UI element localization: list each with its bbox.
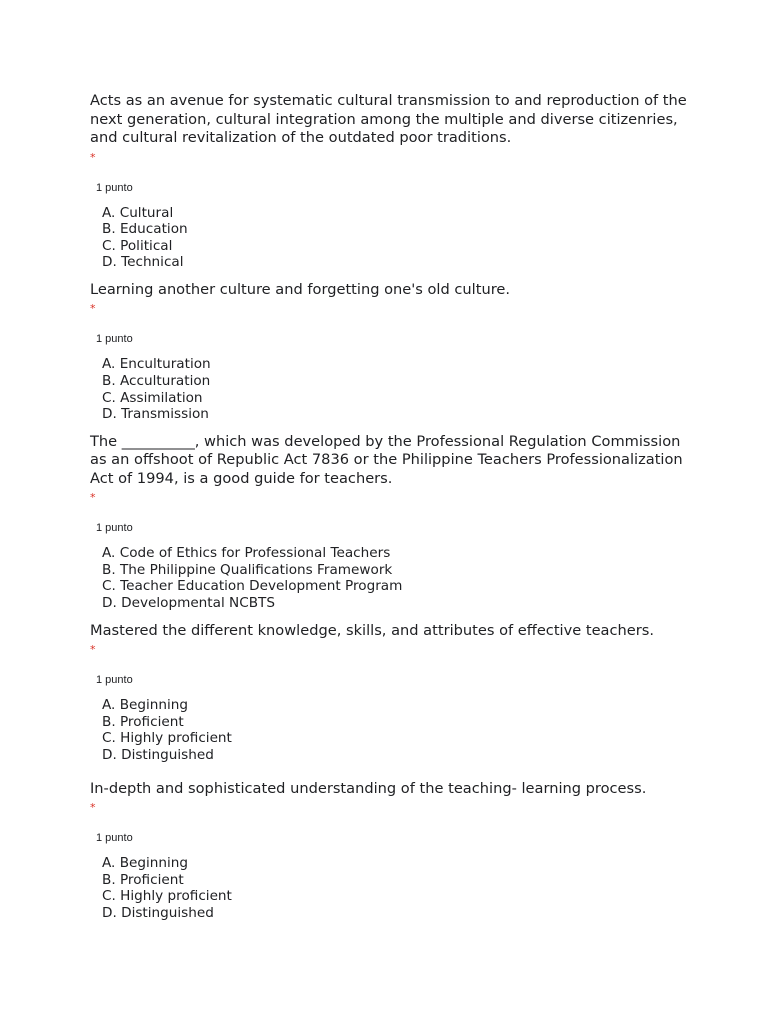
option-c: C. Political: [102, 237, 173, 254]
option-a: A. Code of Ethics for Professional Teachers: [102, 545, 391, 562]
question-2: [90, 281, 690, 423]
required-asterisk: *: [90, 643, 96, 657]
option-d: D. Developmental NCBTS: [102, 595, 275, 612]
option-list: [102, 545, 690, 611]
question-3: [90, 433, 690, 612]
option-c: C. Highly proficient: [102, 730, 232, 747]
question-text: The __________, which was developed by the Professional Regulation Commission as an offshoot of Republic Act 7836 or the Philippine Teachers Professionalization Act of 1994, is a good guide for teachers.: [90, 432, 683, 487]
option-a: A. Enculturation: [102, 356, 211, 373]
question-text: Mastered the different knowledge, skills, and attributes of effective teachers.: [90, 621, 654, 639]
question-text: In-depth and sophisticated understanding of the teaching- learning process.: [90, 779, 647, 797]
quiz-document: [90, 92, 690, 921]
option-d: D. Distinguished: [102, 746, 214, 763]
option-b: B. Education: [102, 221, 188, 238]
option-list: [102, 855, 690, 921]
question-5: [90, 780, 690, 922]
required-asterisk: *: [90, 491, 96, 505]
option-list: [102, 356, 690, 422]
option-c: C. Assimilation: [102, 389, 203, 406]
question-text: Learning another culture and forgetting one's old culture.: [90, 280, 510, 298]
option-a: A. Beginning: [102, 855, 189, 871]
option-d: D. Transmission: [102, 406, 209, 423]
points-label: 1 punto: [96, 674, 133, 687]
option-b: B. Acculturation: [102, 372, 211, 389]
question-4: [90, 622, 690, 764]
option-a: A. Cultural: [102, 204, 174, 221]
option-d: D. Technical: [102, 254, 184, 271]
required-asterisk: *: [90, 150, 96, 164]
required-asterisk: *: [90, 801, 96, 814]
question-text: Acts as an avenue for systematic cultural transmission to and reproduction of the next generation, cultural integration among the multiple and diverse citizenries, and cultural revitalization of the outdated poor traditions.: [90, 92, 687, 146]
option-b: B. Proficient: [102, 871, 184, 888]
option-c: C. Highly proficient: [102, 888, 232, 905]
option-c: C. Teacher Education Development Program: [102, 578, 403, 595]
required-asterisk: *: [90, 302, 96, 316]
option-list: [102, 205, 690, 271]
option-a: A. Beginning: [102, 697, 189, 714]
points-label: 1 punto: [96, 522, 133, 535]
option-list: [102, 697, 690, 763]
option-b: B. Proficient: [102, 713, 184, 730]
points-label: 1 punto: [96, 181, 133, 194]
option-d: D. Distinguished: [102, 904, 214, 921]
points-label: 1 punto: [96, 832, 133, 844]
question-1: [90, 92, 690, 271]
points-label: 1 punto: [96, 333, 133, 346]
option-b: B. The Philippine Qualifications Framework: [102, 561, 393, 578]
